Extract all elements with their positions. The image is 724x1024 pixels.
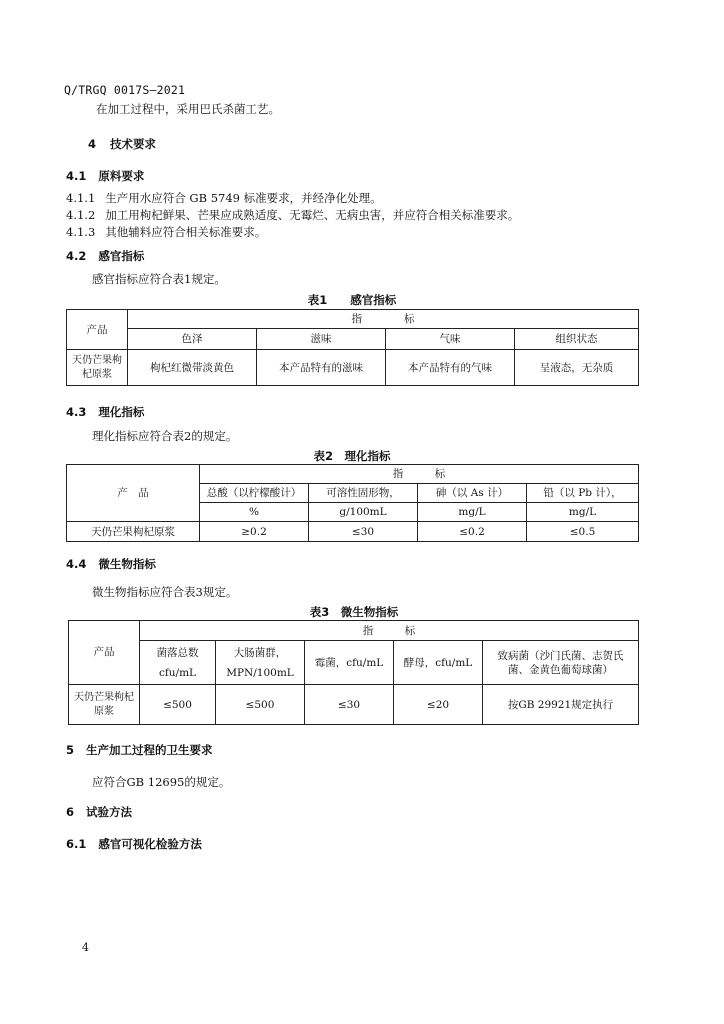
section-number: 4.4 — [66, 557, 87, 571]
unit-arsenic: mg/L — [418, 503, 527, 522]
clause-text: 生产用水应符合 GB 5749 标准要求，并经净化处理。 — [105, 191, 382, 205]
section-6-heading — [66, 804, 132, 820]
section-title: 微生物指标 — [98, 557, 156, 571]
table-3-microbiological — [68, 620, 639, 725]
col-header-pathogen: 致病菌（沙门氏菌、志贺氏菌、金黄色葡萄球菌） — [483, 641, 639, 685]
col-header-lead: 铅（以 Pb 计）， — [527, 484, 639, 503]
section-title: 感官可视化检验方法 — [98, 837, 202, 851]
table-2-caption: 表2 理化指标 — [313, 449, 391, 463]
col-header-coliform — [216, 641, 305, 685]
section-number: 4.3 — [66, 405, 87, 419]
col-header-soluble-solids: 可溶性固形物， — [309, 484, 418, 503]
product-name: 天仍芒果枸杞原浆 — [67, 350, 128, 386]
section-title: 原料要求 — [98, 169, 145, 183]
clause-text: 其他辅料应符合相关标准要求。 — [105, 225, 267, 239]
page-number: 4 — [82, 941, 89, 954]
table-1-sensory — [66, 309, 639, 386]
section-4-2-heading — [66, 248, 144, 264]
section-title: 试验方法 — [86, 805, 133, 819]
section-4-4-text: 微生物指标应符合表3规定。 — [92, 585, 238, 599]
cell-taste: 本产品特有的滋味 — [257, 350, 386, 386]
table-3-caption: 表3 微生物指标 — [309, 605, 399, 619]
section-number: 4.2 — [66, 249, 87, 263]
section-number: 5 — [66, 743, 75, 757]
col-header-arsenic: 砷（以 As 计） — [418, 484, 527, 503]
col-unit: cfu/mL — [159, 666, 196, 679]
clause-4-1-3 — [66, 224, 266, 240]
group-header: 指 标 — [128, 310, 639, 329]
section-title: 感官指标 — [98, 249, 145, 263]
section-4-3-heading — [66, 404, 144, 420]
product-header: 产品 — [67, 310, 128, 350]
clause-number: 4.1.3 — [66, 225, 96, 239]
product-header: 产品 — [69, 621, 140, 685]
col-header-total-colony — [140, 641, 216, 685]
col-header-smell: 气味 — [386, 329, 515, 350]
unit-total-acid: % — [200, 503, 309, 522]
col-header-total-acid: 总酸（以柠檬酸计） — [200, 484, 309, 503]
product-name: 天仍芒果枸杞原浆 — [67, 522, 200, 542]
cell-smell: 本产品特有的气味 — [386, 350, 515, 386]
section-number: 6.1 — [66, 837, 87, 851]
section-number: 4 — [88, 137, 97, 151]
intro-line: 在加工过程中，采用巴氏杀菌工艺。 — [96, 102, 280, 116]
col-unit: MPN/100mL — [226, 666, 294, 679]
col-header-texture: 组织状态 — [515, 329, 639, 350]
col-name: 菌落总数 — [156, 646, 199, 659]
cell-pathogen: 按GB 29921规定执行 — [483, 685, 639, 725]
cell-total-colony: ≤500 — [140, 685, 216, 725]
unit-lead: mg/L — [527, 503, 639, 522]
section-number: 4.1 — [66, 169, 87, 183]
cell-total-acid: ≥0.2 — [200, 522, 309, 542]
section-4-1-heading — [66, 168, 144, 184]
section-4-heading — [88, 136, 156, 152]
col-name: 大肠菌群， — [233, 646, 287, 659]
section-4-3-text: 理化指标应符合表2的规定。 — [92, 429, 238, 443]
section-title: 生产加工过程的卫生要求 — [86, 743, 213, 757]
clause-number: 4.1.1 — [66, 191, 96, 205]
cell-soluble-solids: ≤30 — [309, 522, 418, 542]
col-header-color: 色泽 — [128, 329, 257, 350]
product-name: 天仍芒果枸杞原浆 — [69, 685, 140, 725]
group-header: 指 标 — [200, 465, 639, 484]
section-number: 6 — [66, 805, 75, 819]
clause-text: 加工用枸杞鲜果、芒果应成熟适度、无霉烂、无病虫害，并应符合相关标准要求。 — [105, 208, 520, 222]
clause-4-1-1 — [66, 190, 382, 206]
cell-coliform: ≤500 — [216, 685, 305, 725]
table-1-caption: 表1 感官指标 — [307, 293, 397, 307]
section-6-1-heading — [66, 836, 202, 852]
section-4-4-heading — [66, 556, 156, 572]
col-header-yeast: 酵母，cfu/mL — [394, 641, 483, 685]
group-header: 指 标 — [140, 621, 639, 641]
table-2-physicochemical — [66, 464, 639, 542]
product-header: 产 品 — [67, 465, 200, 522]
unit-soluble-solids: g/100mL — [309, 503, 418, 522]
section-title: 技术要求 — [110, 137, 157, 151]
cell-color: 枸杞红微带淡黄色 — [128, 350, 257, 386]
cell-arsenic: ≤0.2 — [418, 522, 527, 542]
cell-mold: ≤30 — [305, 685, 394, 725]
document-code: Q/TRGQ 0017S—2021 — [64, 83, 186, 97]
cell-texture: 呈液态，无杂质 — [515, 350, 639, 386]
cell-lead: ≤0.5 — [527, 522, 639, 542]
cell-yeast: ≤20 — [394, 685, 483, 725]
section-title: 理化指标 — [98, 405, 145, 419]
section-4-2-text: 感官指标应符合表1规定。 — [92, 272, 226, 286]
col-header-taste: 滋味 — [257, 329, 386, 350]
clause-4-1-2 — [66, 207, 519, 223]
section-5-heading — [66, 742, 213, 758]
col-header-mold: 霉菌，cfu/mL — [305, 641, 394, 685]
clause-number: 4.1.2 — [66, 208, 96, 222]
section-5-text: 应符合GB 12695的规定。 — [92, 775, 231, 789]
